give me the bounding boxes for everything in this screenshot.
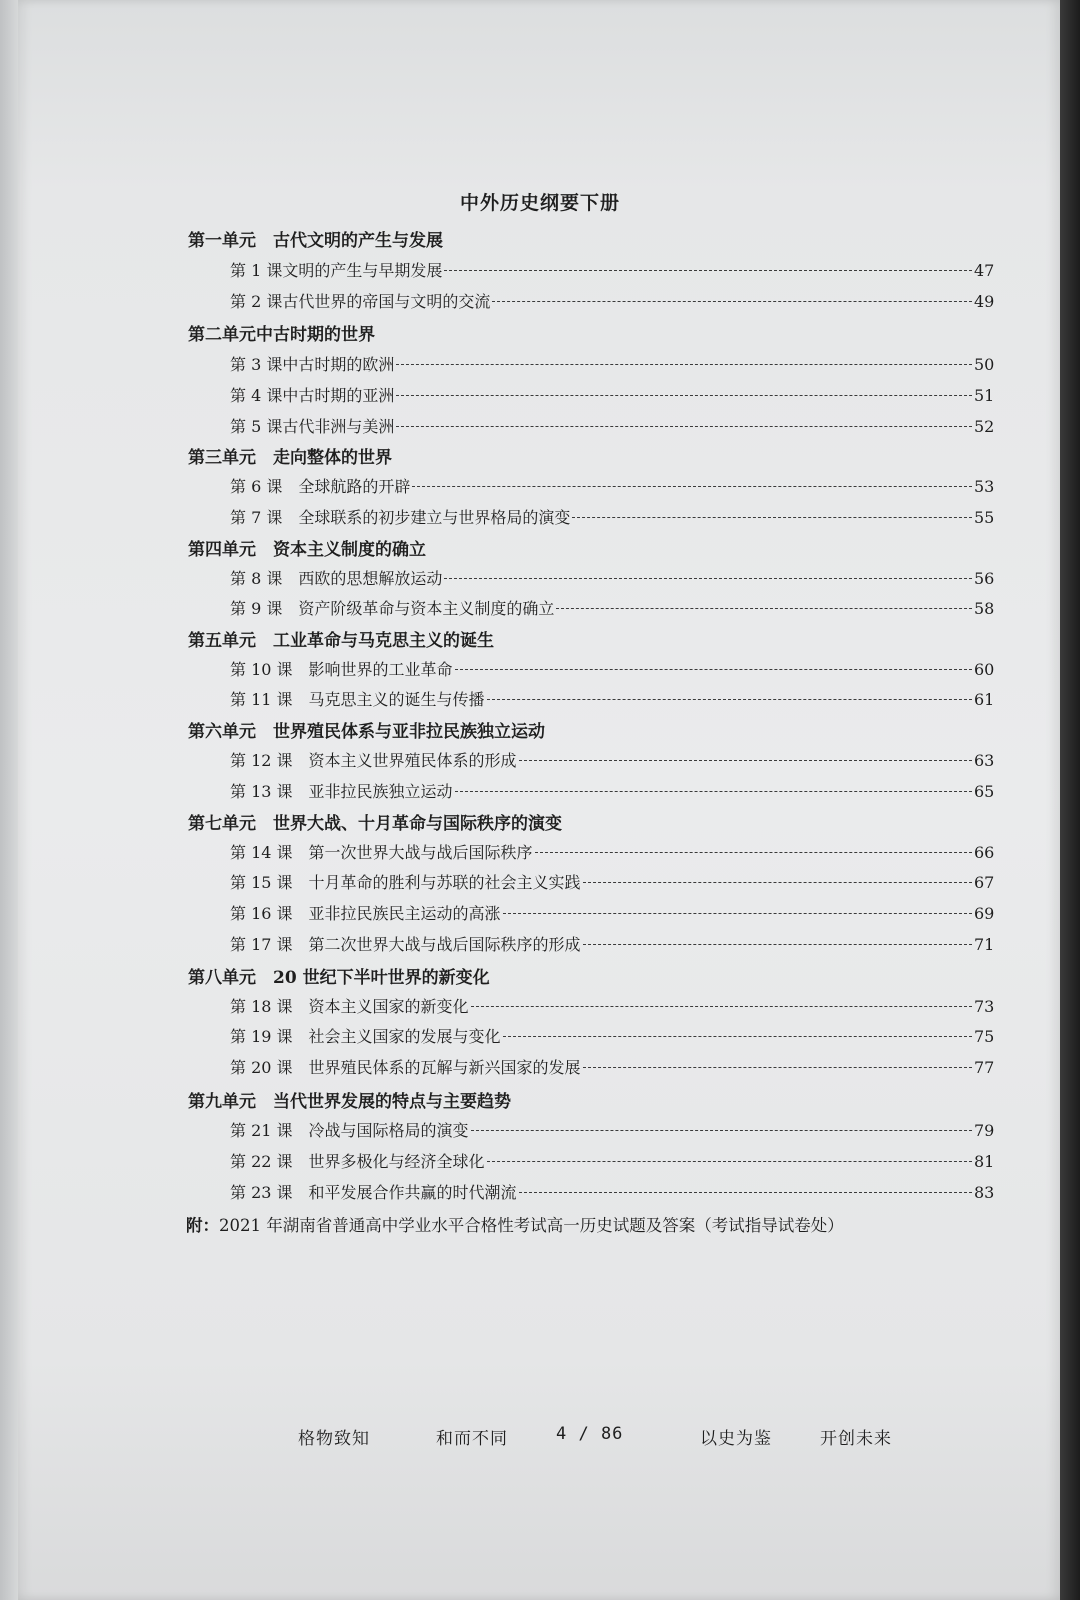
dot-leader — [412, 486, 972, 487]
dot-leader — [556, 608, 972, 609]
page-number: 53 — [974, 477, 995, 496]
dot-leader — [471, 1130, 972, 1131]
dot-leader — [444, 578, 972, 579]
unit-heading: 第一单元 古代文明的产生与发展 — [188, 231, 443, 251]
page-number: 55 — [974, 508, 995, 527]
dot-leader — [455, 791, 972, 792]
page-number: 75 — [974, 1027, 995, 1046]
page-number: 56 — [974, 569, 995, 588]
toc-entry[interactable] — [230, 383, 1010, 406]
lesson-title: 第 1 课文明的产生与早期发展 — [230, 261, 443, 280]
lesson-title: 第 10 课 影响世界的工业革命 — [230, 660, 453, 679]
page-number: 58 — [974, 599, 995, 618]
lesson-title: 第 3 课中古时期的欧洲 — [230, 355, 395, 374]
toc-entry[interactable] — [230, 932, 1010, 955]
toc-entry[interactable] — [230, 994, 1010, 1017]
dot-leader — [519, 1192, 972, 1193]
page-title: 中外历史纲要下册 — [459, 192, 620, 214]
lesson-title: 第 12 课 资本主义世界殖民体系的形成 — [230, 751, 517, 770]
footer-motto: 开创未来 — [820, 1429, 892, 1449]
unit-heading: 第四单元 资本主义制度的确立 — [188, 540, 426, 560]
lesson-title: 第 4 课中古时期的亚洲 — [230, 386, 395, 405]
toc-entry[interactable] — [230, 474, 1010, 497]
page-edge-left — [0, 0, 18, 1600]
page-number: 66 — [974, 843, 995, 862]
toc-entry[interactable] — [230, 1024, 1010, 1047]
unit-heading: 第六单元 世界殖民体系与亚非拉民族独立运动 — [188, 722, 545, 742]
page-number: 60 — [974, 660, 995, 679]
toc-entry[interactable] — [230, 352, 1010, 375]
dot-leader — [583, 882, 972, 883]
dot-leader — [487, 699, 972, 700]
dot-leader — [519, 760, 972, 761]
page-number: 50 — [974, 355, 995, 374]
appendix-label: 附： — [186, 1216, 219, 1235]
toc-entry[interactable] — [230, 258, 1010, 281]
page-number: 65 — [974, 782, 995, 801]
toc-entry[interactable] — [230, 1118, 1010, 1141]
dot-leader — [396, 395, 972, 396]
lesson-title: 第 21 课 冷战与国际格局的演变 — [230, 1121, 469, 1140]
dot-leader — [583, 944, 972, 945]
lesson-title: 第 18 课 资本主义国家的新变化 — [230, 997, 469, 1016]
lesson-title: 第 7 课 全球联系的初步建立与世界格局的演变 — [230, 508, 571, 527]
page-number: 52 — [974, 417, 995, 436]
appendix-entry[interactable] — [186, 1212, 844, 1236]
page-number: 73 — [974, 997, 995, 1016]
toc-entry[interactable] — [230, 748, 1010, 771]
lesson-title: 第 6 课 全球航路的开辟 — [230, 477, 411, 496]
lesson-title: 第 11 课 马克思主义的诞生与传播 — [230, 690, 485, 709]
page-number: 61 — [974, 690, 995, 709]
lesson-title: 第 22 课 世界多极化与经济全球化 — [230, 1152, 485, 1171]
unit-heading: 第九单元 当代世界发展的特点与主要趋势 — [188, 1092, 511, 1112]
toc-entry[interactable] — [230, 901, 1010, 924]
toc-entry[interactable] — [230, 1149, 1010, 1172]
appendix-text: 2021 年湖南省普通高中学业水平合格性考试高一历史试题及答案（考试指导试卷处） — [219, 1216, 844, 1235]
page-number: 51 — [974, 386, 995, 405]
lesson-title: 第 9 课 资产阶级革命与资本主义制度的确立 — [230, 599, 555, 618]
dot-leader — [455, 669, 972, 670]
dot-leader — [492, 301, 972, 302]
toc-entry[interactable] — [230, 596, 1010, 619]
unit-heading: 第五单元 工业革命与马克思主义的诞生 — [188, 631, 494, 651]
page-number: 49 — [974, 292, 995, 311]
page-number: 83 — [974, 1183, 995, 1202]
toc-entry[interactable] — [230, 779, 1010, 802]
dot-leader — [503, 1036, 972, 1037]
lesson-title: 第 14 课 第一次世界大战与战后国际秩序 — [230, 843, 533, 862]
lesson-title: 第 16 课 亚非拉民族民主运动的高涨 — [230, 904, 501, 923]
unit-heading: 第七单元 世界大战、十月革命与国际秩序的演变 — [188, 814, 562, 834]
page-number: 67 — [974, 873, 995, 892]
lesson-title: 第 5 课古代非洲与美洲 — [230, 417, 395, 436]
dot-leader — [487, 1161, 972, 1162]
toc-entry[interactable] — [230, 505, 1010, 528]
lesson-title: 第 17 课 第二次世界大战与战后国际秩序的形成 — [230, 935, 581, 954]
lesson-title: 第 13 课 亚非拉民族独立运动 — [230, 782, 453, 801]
lesson-title: 第 8 课 西欧的思想解放运动 — [230, 569, 443, 588]
page-number: 77 — [974, 1058, 995, 1077]
page-number: 69 — [974, 904, 995, 923]
footer-motto: 格物致知 — [298, 1429, 370, 1449]
toc-entry[interactable] — [230, 1180, 1010, 1203]
dot-leader — [471, 1006, 972, 1007]
page-edge-shadow — [1060, 0, 1080, 1600]
toc-entry[interactable] — [230, 840, 1010, 863]
footer-motto: 以史为鉴 — [700, 1429, 772, 1449]
page-number: 63 — [974, 751, 995, 770]
unit-heading: 第二单元中古时期的世界 — [188, 325, 375, 345]
lesson-title: 第 23 课 和平发展合作共赢的时代潮流 — [230, 1183, 517, 1202]
unit-heading: 第三单元 走向整体的世界 — [188, 448, 392, 468]
dot-leader — [503, 913, 972, 914]
toc-entry[interactable] — [230, 289, 1010, 312]
dot-leader — [444, 270, 972, 271]
toc-entry[interactable] — [230, 1055, 1010, 1078]
lesson-title: 第 20 课 世界殖民体系的瓦解与新兴国家的发展 — [230, 1058, 581, 1077]
toc-entry[interactable] — [230, 870, 1010, 893]
footer-motto: 和而不同 — [436, 1429, 508, 1449]
dot-leader — [572, 517, 972, 518]
page-indicator: 4 / 86 — [556, 1424, 624, 1444]
page-number: 81 — [974, 1152, 995, 1171]
lesson-title: 第 2 课古代世界的帝国与文明的交流 — [230, 292, 491, 311]
lesson-title: 第 15 课 十月革命的胜利与苏联的社会主义实践 — [230, 873, 581, 892]
page-number: 47 — [974, 261, 995, 280]
dot-leader — [583, 1067, 972, 1068]
toc-entry[interactable] — [230, 414, 1010, 437]
lesson-title: 第 19 课 社会主义国家的发展与变化 — [230, 1027, 501, 1046]
dot-leader — [396, 426, 972, 427]
toc-entry[interactable] — [230, 687, 1010, 710]
dot-leader — [535, 852, 972, 853]
dot-leader — [396, 364, 972, 365]
toc-entry[interactable] — [230, 657, 1010, 680]
toc-entry[interactable] — [230, 566, 1010, 589]
unit-heading: 第八单元 20 世纪下半叶世界的新变化 — [188, 968, 490, 988]
page-number: 71 — [974, 935, 995, 954]
page-number: 79 — [974, 1121, 995, 1140]
